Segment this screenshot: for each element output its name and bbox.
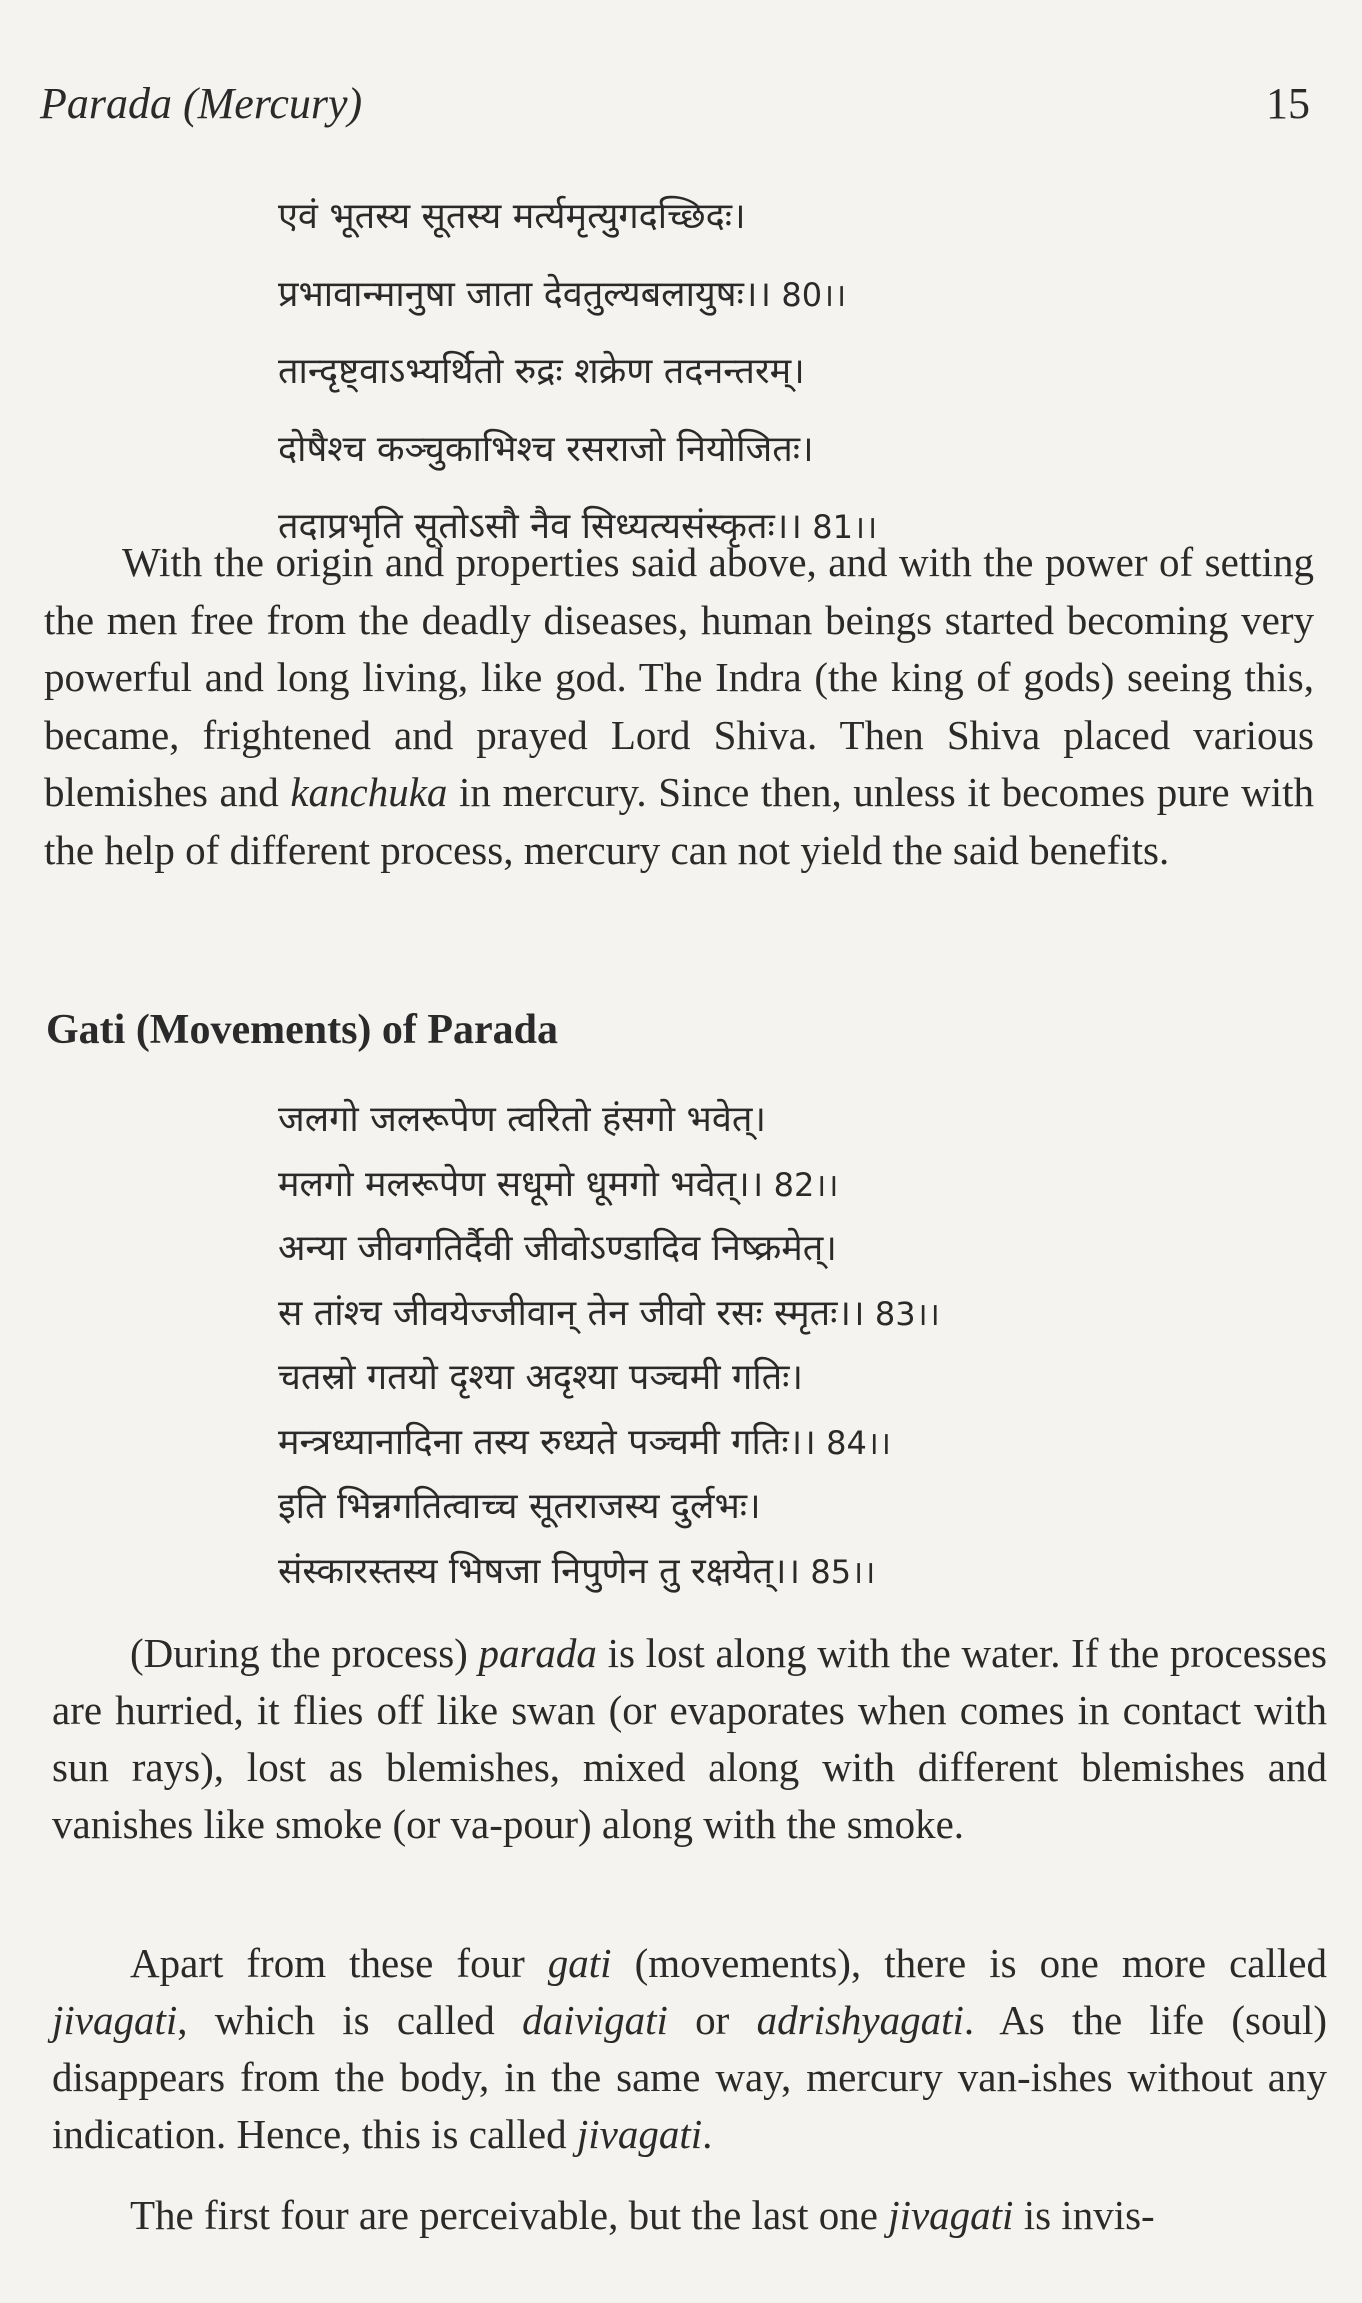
verse-line: मलगो मलरूपेण सधूमो धूमगो भवेत्।। 82।।: [278, 1163, 839, 1205]
verse-number: 85।।: [800, 1552, 876, 1591]
body-paragraph: The first four are perceivable, but the last one jivagati is invis-: [130, 2192, 1155, 2238]
sanskrit-verse-block: [278, 195, 1278, 583]
section-heading: Gati (Movements) of Parada: [46, 1007, 559, 1053]
verse-line: मन्त्रध्यानादिना तस्य रुध्यते पञ्चमी गतिः।। 84।।: [278, 1421, 892, 1463]
verse-number: 82।।: [763, 1165, 839, 1204]
verse-line: अन्या जीवगतिर्दैवी जीवोऽण्डादिव निष्क्रमेत्।: [278, 1228, 837, 1269]
verse-line: संस्कारस्तस्य भिषजा निपुणेन तु रक्षयेत्।। 85।।: [278, 1550, 876, 1592]
page-number: 15: [1266, 79, 1310, 128]
body-paragraph: With the origin and properties said above, and with the power of setting the men free from the deadly diseases, human beings started becoming very powerful and long living, like god. The Indra (the king of gods) seeing this, became, frightened and prayed Lord Shiva. Then Shiva placed various blemishes and kanchuka in mercury. Since then, unless it becomes pure with the help of different process, mercury can not yield the said benefits.: [44, 539, 1314, 873]
verse-line: प्रभावान्मानुषा जाता देवतुल्यबलायुषः।। 80।।: [278, 273, 847, 315]
verse-line: दोषैश्च कञ्चुकाभिश्च रसराजो नियोजितः।: [278, 428, 814, 470]
running-title: Parada (Mercury): [40, 79, 363, 128]
verse-line: चतस्रो गतयो दृश्या अदृश्या पञ्चमी गतिः।: [278, 1357, 804, 1398]
verse-line: तदाप्रभृति सूतोऽसौ नैव सिध्यत्यसंस्कृतः।। 81।।: [278, 506, 878, 547]
verse-line: एवं भूतस्य सूतस्य मर्त्यमृत्युगदच्छिदः।: [278, 196, 746, 237]
body-paragraph: (During the process) parada is lost along with the water. If the processes are hurried, it flies off like swan (or evaporates when comes in contact with sun rays), lost as blemishes, mixed along with different blemishes and vanishes like smoke (or va-pour) along with the smoke.: [52, 1630, 1327, 1847]
verse-number: 84।।: [815, 1423, 892, 1462]
sanskrit-verse-block: [278, 1098, 1278, 1614]
verse-number: 83।।: [864, 1294, 940, 1333]
verse-line: स तांश्च जीवयेज्जीवान् तेन जीवो रसः स्मृतः।। 83।।: [278, 1292, 940, 1334]
verse-number: 81।।: [802, 508, 878, 546]
verse-line: तान्दृष्ट्वाऽभ्यर्थितो रुद्रः शक्रेण तदनन्तरम्।: [278, 351, 805, 392]
verse-line: जलगो जलरूपेण त्वरितो हंसगो भवेत्।: [278, 1099, 767, 1140]
verse-line: इति भिन्नगतित्वाच्च सूतराजस्य दुर्लभः।: [278, 1486, 761, 1527]
body-paragraph: Apart from these four gati (movements), there is one more called jivagati, which is called daivigati or adrishyagati. As the life (soul) disappears from the body, in the same way, mercury van-ishes without any indication. Hence, this is called jivagati.: [52, 1940, 1328, 2157]
running-head: [40, 78, 1320, 138]
verse-number: 80।।: [771, 275, 847, 314]
